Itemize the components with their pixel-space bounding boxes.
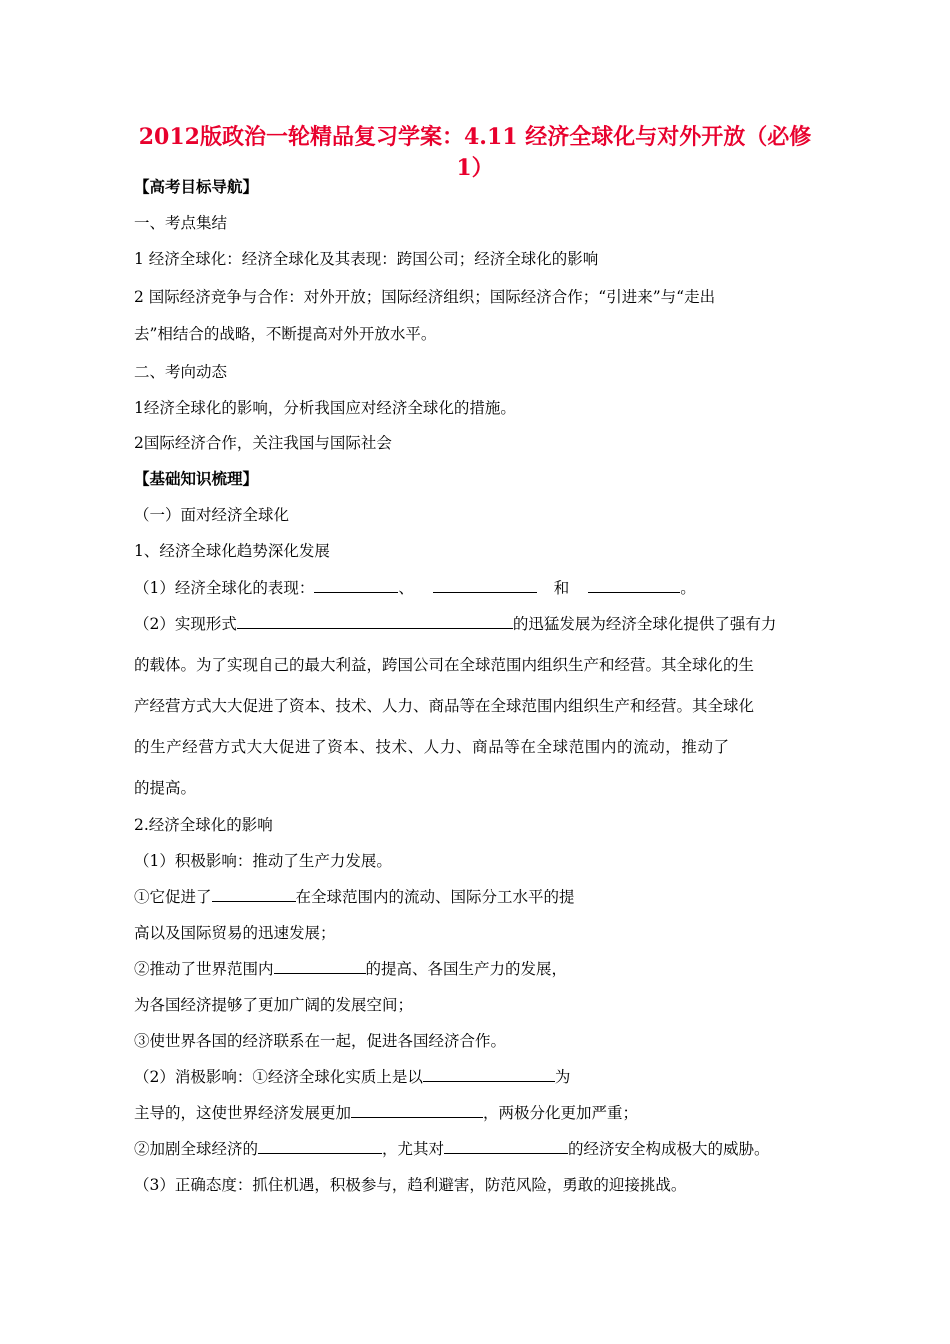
negative-effect-1-cont bbox=[134, 1102, 638, 1124]
fill-blank[interactable] bbox=[314, 577, 398, 593]
neg2-suffix: 的经济安全构成极大的威胁。 bbox=[568, 1140, 770, 1158]
correct-attitude: （3）正确态度：抓住机遇，积极参与，趋利避害，防范风险，勇敢的迎接挑战。 bbox=[134, 1176, 687, 1194]
fill-blank[interactable] bbox=[274, 958, 366, 974]
trend-2: 2国际经济合作，关注我国与国际社会 bbox=[134, 434, 392, 452]
goals-heading: 【高考目标导航】 bbox=[134, 177, 259, 196]
paragraph-line-3: 的生产经营方式大大促进了资本、技术、人力、商品等在全球范围内的流动，推动了 bbox=[134, 738, 730, 756]
fill-blank[interactable] bbox=[444, 1138, 568, 1154]
question-1 bbox=[134, 577, 696, 599]
title-line-1: 2012版政治一轮精品复习学案：4.11 经济全球化与对外开放（必修 bbox=[138, 124, 812, 150]
subsection-1: （一）面对经济全球化 bbox=[134, 506, 290, 524]
fill-blank[interactable] bbox=[423, 1066, 555, 1082]
positive-effects-heading: （1）积极影响：推动了生产力发展。 bbox=[134, 852, 392, 870]
question-2 bbox=[134, 613, 776, 635]
positive-effect-3: ③使世界各国的经济联系在一起，促进各国经济合作。 bbox=[134, 1032, 507, 1050]
document-title bbox=[130, 122, 820, 184]
pos2-prefix: ②推动了世界范围内 bbox=[134, 960, 274, 978]
neg1-prefix: （2）消极影响：①经济全球化实质上是以 bbox=[134, 1068, 423, 1086]
part2-heading: 二、考向动态 bbox=[134, 363, 228, 381]
fill-blank[interactable] bbox=[588, 577, 680, 593]
point-2-heading: 2.经济全球化的影响 bbox=[134, 816, 273, 834]
q2-prefix: （2）实现形式 bbox=[134, 615, 237, 633]
neg2-mid: ，尤其对 bbox=[382, 1140, 445, 1158]
fill-blank[interactable] bbox=[351, 1102, 483, 1118]
fill-blank[interactable] bbox=[237, 613, 513, 629]
exam-point-1: 1 经济全球化：经济全球化及其表现：跨国公司；经济全球化的影响 bbox=[134, 250, 599, 268]
negative-effect-2 bbox=[134, 1138, 770, 1160]
fill-blank[interactable] bbox=[258, 1138, 382, 1154]
positive-effect-2 bbox=[134, 958, 567, 980]
neg2-prefix: ②加剧全球经济的 bbox=[134, 1140, 259, 1158]
paragraph-line-2: 产经营方式大大促进了资本、技术、人力、商品等在全球范围内组织生产和经营。其全球化 bbox=[134, 697, 755, 715]
point-1-heading: 1、经济全球化趋势深化发展 bbox=[134, 542, 330, 560]
fill-blank[interactable] bbox=[433, 577, 537, 593]
negative-effect-1 bbox=[134, 1066, 570, 1088]
positive-effect-1-cont: 高以及国际贸易的迅速发展； bbox=[134, 924, 336, 942]
neg1-suffix: 为 bbox=[554, 1068, 571, 1086]
title-line-2: 1） bbox=[456, 155, 494, 181]
pos2-suffix: 的提高、各国生产力的发展， bbox=[365, 960, 568, 978]
positive-effect-2-cont: 为各国经济提够了更加广阔的发展空间； bbox=[134, 996, 414, 1014]
basics-heading: 【基础知识梳理】 bbox=[134, 469, 259, 488]
q1-separator: 、 bbox=[398, 579, 414, 597]
neg1-cont-prefix: 主导的，这使世界经济发展更加 bbox=[134, 1104, 352, 1122]
part1-heading: 一、考点集结 bbox=[134, 214, 228, 232]
neg1-cont-suffix: ，两极分化更加严重； bbox=[483, 1104, 639, 1122]
positive-effect-1 bbox=[134, 886, 575, 908]
trend-1: 1经济全球化的影响，分析我国应对经济全球化的措施。 bbox=[134, 399, 516, 417]
exam-point-2-line2: 去”相结合的战略，不断提高对外开放水平。 bbox=[134, 325, 437, 343]
q1-end: 。 bbox=[680, 579, 696, 597]
q1-and: 和 bbox=[553, 579, 570, 597]
exam-point-2-line1: 2 国际经济竞争与合作：对外开放；国际经济组织；国际经济合作；“引进来”与“走出 bbox=[134, 288, 716, 306]
paragraph-line-1: 的载体。为了实现自己的最大利益，跨国公司在全球范围内组织生产和经营。其全球化的生 bbox=[134, 656, 755, 674]
pos1-suffix: 在全球范围内的流动、国际分工水平的提 bbox=[295, 888, 575, 906]
q1-prefix: （1）经济全球化的表现： bbox=[134, 579, 315, 597]
pos1-prefix: ①它促进了 bbox=[134, 888, 212, 906]
q2-suffix: 的迅猛发展为经济全球化提供了强有力 bbox=[512, 615, 777, 633]
fill-blank[interactable] bbox=[212, 886, 296, 902]
paragraph-line-4: 的提高。 bbox=[134, 779, 197, 797]
